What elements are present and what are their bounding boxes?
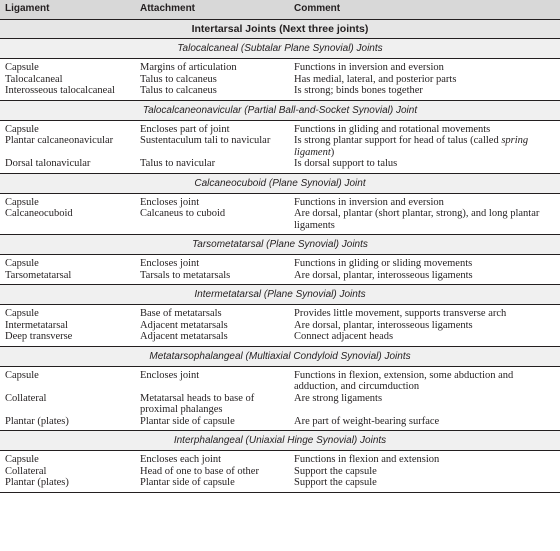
section-body	[0, 59, 560, 101]
ligament-cell: Intermetatarsal	[5, 319, 68, 331]
comment-cell: Are dorsal, plantar, interosseous ligaments	[294, 269, 473, 281]
ligament-cell: Capsule	[5, 369, 39, 381]
comment-cell: Functions in gliding and rotational movements	[294, 123, 491, 135]
table-row	[0, 393, 560, 416]
comment-cell: Functions in inversion and eversion	[294, 196, 444, 208]
section-title: Tarsometatarsal (Plane Synovial) Joints	[0, 235, 560, 255]
ligament-cell: Plantar (plates)	[5, 415, 69, 427]
attachment-cell: Encloses part of joint	[140, 123, 230, 135]
section-body	[0, 194, 560, 236]
table-row	[0, 74, 560, 86]
section-title: Metatarsophalangeal (Multiaxial Condyloid Synovial) Joints	[0, 347, 560, 367]
comment-cell: Support the capsule	[294, 465, 377, 477]
comment-cell: Are part of weight-bearing surface	[294, 415, 440, 427]
comment-cell: Has medial, lateral, and posterior parts	[294, 73, 457, 85]
comment-cell: Is strong; binds bones together	[294, 85, 423, 96]
ligament-cell: Interosseous talocalcaneal	[5, 85, 115, 96]
comment-cell: Functions in flexion and extension	[294, 454, 440, 465]
attachment-cell: Head of one to base of other	[140, 465, 259, 477]
section-body	[0, 121, 560, 174]
ligament-cell: Talocalcaneal	[5, 73, 63, 85]
header-comment: Comment	[294, 3, 341, 14]
ligament-cell: Plantar calcaneonavicular	[5, 135, 114, 146]
ligament-cell: Plantar (plates)	[5, 477, 69, 488]
ligament-cell: Capsule	[5, 196, 39, 208]
attachment-cell: Encloses joint	[140, 196, 200, 208]
comment-emphasis: spring ligament	[294, 135, 529, 158]
header-attachment: Attachment	[140, 3, 196, 14]
attachment-cell: Metatarsal heads to base of proximal phalanges	[140, 392, 255, 415]
attachment-cell: Tarsals to metatarsals	[140, 269, 231, 281]
ligament-cell: Calcaneocuboid	[5, 208, 73, 219]
section-body	[0, 255, 560, 285]
section-title: Calcaneocuboid (Plane Synovial) Joint	[0, 174, 560, 194]
table-row	[0, 308, 560, 320]
table-row	[0, 270, 560, 282]
attachment-cell: Encloses joint	[140, 369, 200, 381]
comment-cell: Functions in flexion, extension, some abduction and adduction, and circumduction	[294, 369, 514, 392]
ligament-cell: Capsule	[5, 258, 39, 269]
table-row	[0, 370, 560, 393]
comment-cell: Support the capsule	[294, 477, 377, 488]
table-header	[0, 0, 560, 20]
ligament-cell: Capsule	[5, 62, 39, 73]
table-row	[0, 135, 560, 158]
comment-cell	[289, 135, 554, 158]
attachment-cell: Plantar side of capsule	[140, 415, 235, 427]
ligament-cell: Capsule	[5, 308, 39, 319]
attachment-cell: Adjacent metatarsals	[140, 331, 228, 342]
section-body	[0, 451, 560, 493]
attachment-cell: Plantar side of capsule	[140, 477, 235, 488]
group-title: Intertarsal Joints (Next three joints)	[0, 20, 560, 39]
comment-cell: Connect adjacent heads	[294, 331, 394, 342]
comment-cell: Are dorsal, plantar, interosseous ligaments	[294, 319, 473, 331]
section-title: Intermetatarsal (Plane Synovial) Joints	[0, 285, 560, 305]
table-row	[0, 331, 560, 343]
comment-text: Is strong plantar support for head of talus (called	[294, 135, 502, 146]
table-row	[0, 477, 560, 489]
ligament-cell: Capsule	[5, 454, 39, 465]
table-row	[0, 258, 560, 270]
comment-cell: Are strong ligaments	[294, 392, 383, 404]
comment-cell: Are dorsal, plantar (short plantar, strong), and long plantar ligaments	[294, 208, 540, 231]
attachment-cell: Sustentaculum tali to navicular	[140, 135, 271, 146]
table-row	[0, 466, 560, 478]
ligament-cell: Tarsometatarsal	[5, 269, 72, 281]
section-title: Talocalcaneonavicular (Partial Ball-and-Socket Synovial) Joint	[0, 101, 560, 121]
header-ligament: Ligament	[5, 3, 50, 14]
ligament-cell: Dorsal talonavicular	[5, 158, 91, 169]
sections-container	[0, 39, 560, 493]
table-row	[0, 320, 560, 332]
attachment-cell: Encloses joint	[140, 258, 200, 269]
comment-cell: Provides little movement, supports transverse arch	[294, 308, 507, 319]
table-row	[0, 124, 560, 136]
comment-cell: Functions in gliding or sliding movements	[294, 258, 473, 269]
table-row	[0, 454, 560, 466]
comment-cell: Functions in inversion and eversion	[294, 62, 444, 73]
attachment-cell: Adjacent metatarsals	[140, 319, 228, 331]
ligament-cell: Capsule	[5, 123, 39, 135]
table-row	[0, 85, 560, 97]
ligament-cell: Collateral	[5, 465, 47, 477]
comment-tail: )	[330, 146, 335, 158]
attachment-cell: Encloses each joint	[140, 454, 222, 465]
section-title: Interphalangeal (Uniaxial Hinge Synovial) Joints	[0, 431, 560, 451]
table-row	[0, 197, 560, 209]
ligament-cell: Deep transverse	[5, 331, 73, 342]
section-body	[0, 367, 560, 432]
table-row	[0, 208, 560, 231]
attachment-cell: Margins of articulation	[140, 62, 237, 73]
table-row	[0, 158, 560, 170]
attachment-cell: Talus to calcaneus	[140, 73, 217, 85]
ligament-cell: Collateral	[5, 392, 47, 404]
section-title: Talocalcaneal (Subtalar Plane Synovial) Joints	[0, 39, 560, 59]
section-body	[0, 305, 560, 347]
attachment-cell: Talus to navicular	[140, 158, 216, 169]
attachment-cell: Base of metatarsals	[140, 308, 222, 319]
comment-cell: Is dorsal support to talus	[294, 158, 398, 169]
table-row	[0, 416, 560, 428]
attachment-cell: Calcaneus to cuboid	[140, 208, 226, 219]
table-row	[0, 62, 560, 74]
attachment-cell: Talus to calcaneus	[140, 85, 217, 96]
